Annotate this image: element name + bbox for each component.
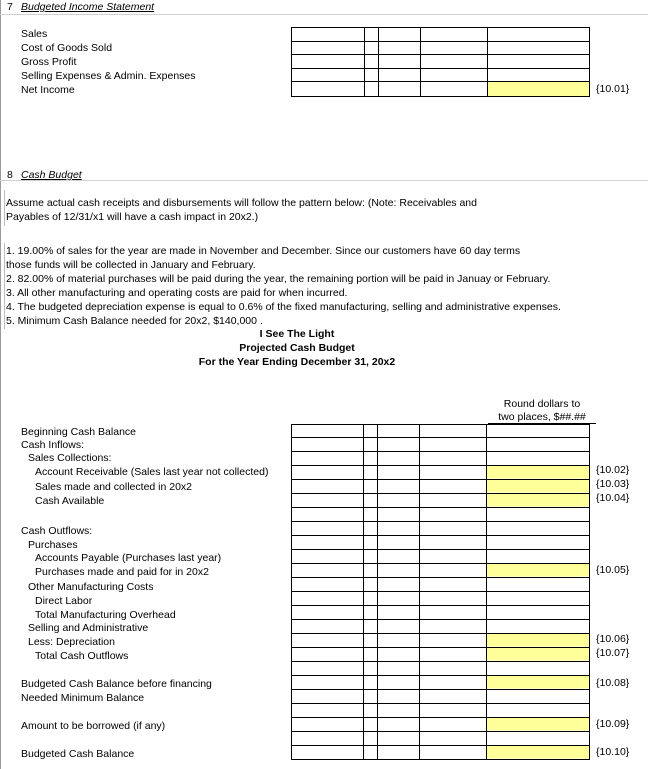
note-1-cont: those funds will be collected in January and February.	[6, 259, 256, 271]
ref-10-06: {10.06}	[596, 633, 630, 645]
label-total-outflows: Total Cash Outflows	[35, 650, 129, 662]
label-selling-admin: Selling and Administrative	[28, 622, 149, 634]
note-1: 1. 19.00% of sales for the year are made in November and December. Since our customers have 60 day terms	[6, 245, 521, 257]
label-sales-2: Sales made and collected in 20x2	[35, 481, 193, 493]
yellow-input-cells	[487, 465, 590, 759]
sales-2-input[interactable]	[487, 479, 590, 493]
table-row	[292, 69, 589, 83]
ref-10-04: {10.04}	[596, 492, 630, 504]
grid-lines	[291, 424, 590, 768]
label-direct-labor: Direct Labor	[35, 595, 93, 607]
table-row	[292, 28, 589, 42]
ref-10-02: {10.02}	[596, 464, 630, 476]
budget-title: Projected Cash Budget	[239, 342, 355, 354]
rounding-note: two places, $##.##	[488, 411, 596, 424]
note-2: 2. 82.00% of material purchases will be paid during the year, the remaining portion will be paid in Januay or February.	[6, 273, 551, 285]
company-name: I See The Light	[259, 328, 335, 340]
net-income-input[interactable]	[488, 82, 589, 96]
before-financing-input[interactable]	[487, 675, 590, 689]
label-sales-collections: Sales Collections:	[28, 452, 112, 464]
table-row	[292, 55, 589, 69]
rounding-note: Round dollars to	[503, 398, 581, 410]
table-row	[292, 82, 589, 96]
label-borrow: Amount to be borrowed (if any)	[21, 720, 166, 732]
income-statement-grid	[291, 27, 590, 97]
ref-10-08: {10.08}	[596, 677, 630, 689]
note-3: 3. All other manufacturing and operating costs are paid for when incurred.	[6, 287, 348, 299]
ref-10-10: {10.10}	[596, 746, 630, 758]
purchases-paid-input[interactable]	[487, 563, 590, 577]
ref-10-07: {10.07}	[596, 647, 630, 659]
total-outflows-input[interactable]	[487, 647, 590, 661]
depreciation-input[interactable]	[487, 633, 590, 647]
ref-10-09: {10.09}	[596, 718, 630, 730]
label-overhead: Total Manufacturing Overhead	[35, 609, 176, 621]
ref-10-05: {10.05}	[596, 564, 630, 576]
budgeted-balance-input[interactable]	[487, 745, 590, 759]
ref-10-01: {10.01}	[596, 83, 630, 95]
label-before-financing: Budgeted Cash Balance before financing	[21, 678, 212, 690]
intro-text: Payables of 12/31/x1 will have a cash impact in 20x2.)	[6, 211, 259, 223]
income-label-selling: Selling Expenses & Admin. Expenses	[21, 70, 196, 82]
label-beginning: Beginning Cash Balance	[21, 426, 136, 438]
section-number: 8	[7, 169, 13, 181]
label-purchases-paid: Purchases made and paid for in 20x2	[35, 566, 209, 578]
label-other-mfg: Other Manufacturing Costs	[28, 581, 154, 593]
cash-budget-grid	[291, 424, 590, 768]
budget-period: For the Year Ending December 31, 20x2	[198, 356, 396, 368]
label-depreciation: Less: Depreciation	[28, 636, 115, 648]
note-5: 5. Minimum Cash Balance needed for 20x2, $140,000 .	[6, 315, 263, 327]
cash-budget-heading: Cash Budget	[21, 169, 82, 181]
section-number: 7	[7, 1, 13, 13]
available-input[interactable]	[487, 493, 590, 507]
table-row	[292, 42, 589, 56]
label-purchases: Purchases	[28, 539, 78, 551]
ar-input[interactable]	[487, 465, 590, 479]
income-label-cogs: Cost of Goods Sold	[21, 42, 113, 54]
label-available: Cash Available	[35, 495, 105, 507]
intro-text: Assume actual cash receipts and disbursements will follow the pattern below: (Note: Receivables and	[6, 197, 477, 209]
note-4: 4. The budgeted depreciation expense is equal to 0.6% of the fixed manufacturing, selling and administrative expenses.	[6, 301, 561, 313]
label-ar: Account Receivable (Sales last year not collected)	[35, 466, 269, 478]
income-label-sales: Sales	[21, 28, 48, 40]
borrow-input[interactable]	[487, 717, 590, 731]
ref-10-03: {10.03}	[596, 478, 630, 490]
label-min-balance: Needed Minimum Balance	[21, 692, 145, 704]
label-inflows: Cash Inflows:	[21, 439, 85, 451]
label-ap: Accounts Payable (Purchases last year)	[35, 552, 222, 564]
income-label-gross-profit: Gross Profit	[21, 56, 77, 68]
income-label-net-income: Net Income	[21, 84, 75, 96]
label-outflows: Cash Outflows:	[21, 525, 93, 537]
label-budgeted-balance: Budgeted Cash Balance	[21, 748, 135, 760]
income-statement-heading: Budgeted Income Statement	[21, 1, 155, 13]
